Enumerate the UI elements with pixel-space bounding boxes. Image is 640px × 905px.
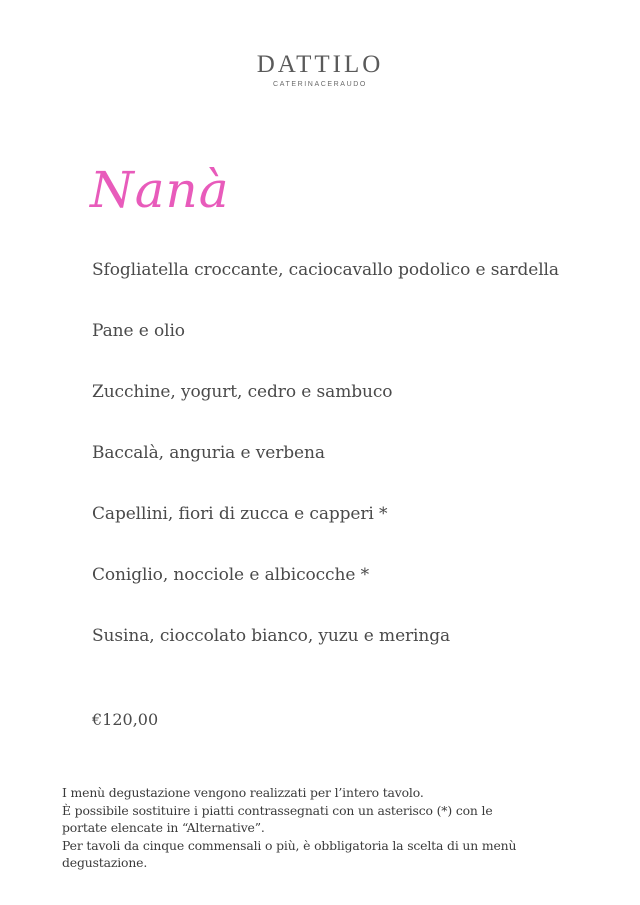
dish-list	[92, 256, 559, 683]
menu-title: Nanà	[90, 161, 230, 219]
note-line: portate elencate in “Alternative”.	[62, 820, 265, 835]
dish-item: Susina, cioccolato bianco, yuzu e meringa	[92, 626, 451, 646]
note-line: degustazione.	[62, 855, 148, 870]
menu-price: €120,00	[92, 710, 159, 729]
dish-item: Capellini, fiori di zucca e capperi *	[92, 504, 388, 524]
brand-header	[0, 50, 640, 89]
note-line: Per tavoli da cinque commensali o più, è obbligatoria la scelta di un menù	[62, 837, 517, 853]
dish-item: Baccalà, anguria e verbena	[92, 443, 325, 463]
note-line: I menù degustazione vengono realizzati per l’intero tavolo.	[62, 785, 424, 800]
menu-notes	[62, 784, 602, 872]
brand-name: DATTILO	[256, 51, 384, 78]
note-line: È possibile sostituire i piatti contrassegnati con un asterisco (*) con le	[62, 802, 493, 818]
dish-item: Zucchine, yogurt, cedro e sambuco	[92, 382, 393, 402]
brand-subtitle: CATERINACERAUDO	[273, 81, 367, 88]
dish-item: Coniglio, nocciole e albicocche *	[92, 565, 369, 585]
dish-item: Pane e olio	[92, 321, 185, 341]
dish-item: Sfogliatella croccante, caciocavallo podolico e sardella	[92, 260, 559, 280]
